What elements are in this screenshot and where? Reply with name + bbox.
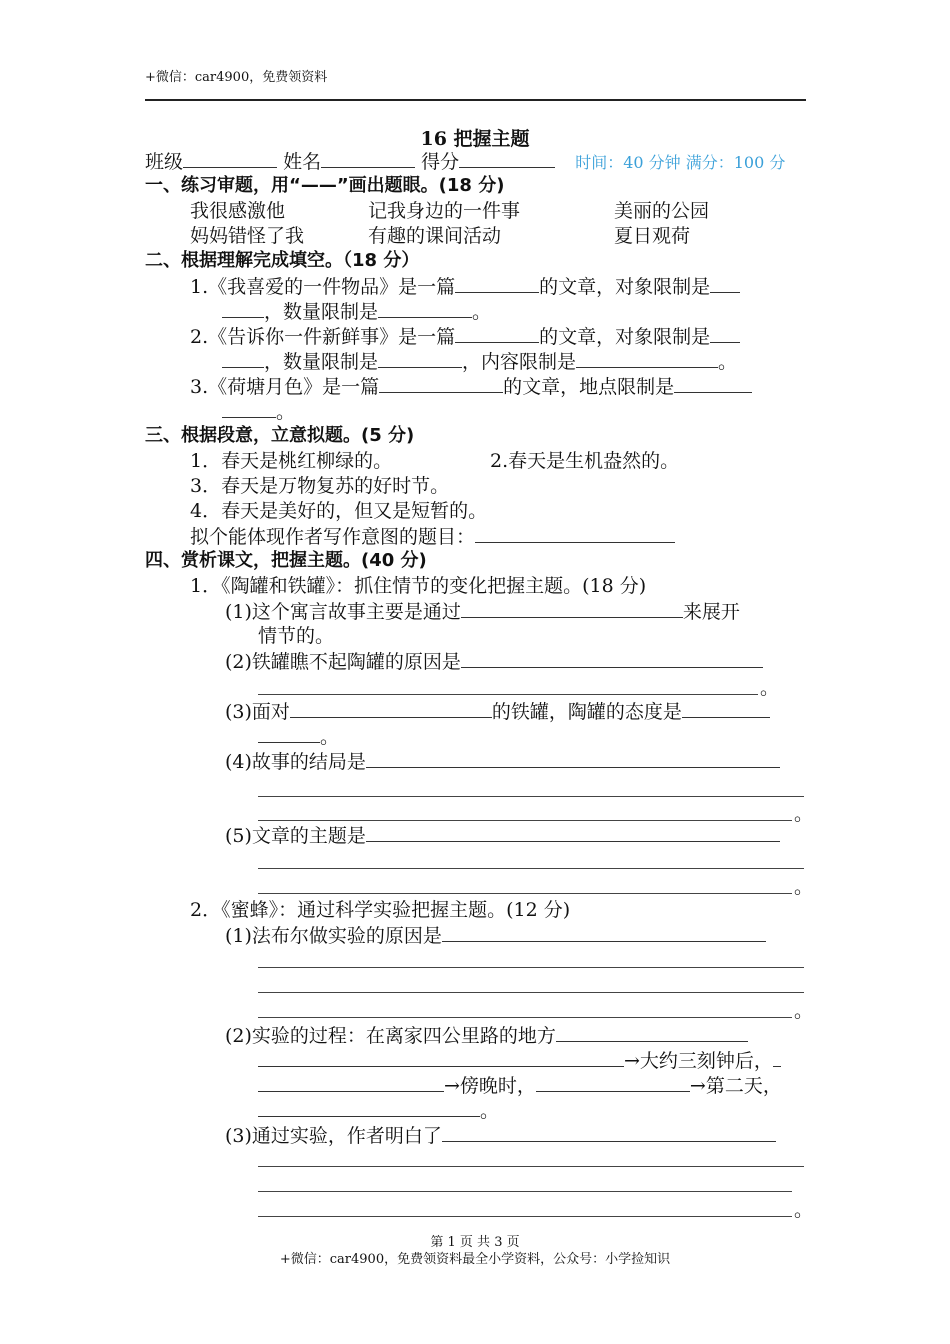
score-label: 得分: [421, 151, 460, 173]
s4-q2-2-line1: (2)实验的过程：在离家四公里路的地方: [225, 1023, 748, 1048]
s4-q2-3-blank[interactable]: [442, 1123, 776, 1142]
section1-heading: 一、练习审题，用“——”画出题眼。(18 分): [145, 175, 505, 196]
s4-q1-1-line1: (1)这个寓言故事主要是通过 来展开: [225, 601, 740, 623]
s2-q2-blank2-cont[interactable]: [222, 349, 264, 368]
s2-q2-blank3[interactable]: [378, 349, 462, 368]
s4-q2-1-line1: (1)法布尔做实验的原因是: [225, 923, 766, 948]
s4-q1-3-line2: 。: [258, 724, 339, 749]
score-blank[interactable]: [459, 149, 555, 168]
s4-q1-2-line1: (2)铁罐瞧不起陶罐的原因是: [225, 649, 763, 674]
s2-q1-line1: 1.《我喜爱的一件物品》是一篇 的文章，对象限制是: [190, 274, 740, 299]
s4-q2-2-blank4[interactable]: [536, 1073, 690, 1092]
s1-item-5: 有趣的课间活动: [368, 225, 502, 247]
s3-point-3: 3．春天是万物复苏的好时节。: [190, 475, 450, 497]
s4-q1-4-end: 。: [794, 803, 814, 825]
answer-line[interactable]: [258, 1216, 792, 1217]
footer-page-number: 第 1 页 共 3 页: [430, 1235, 520, 1250]
answer-line[interactable]: [258, 694, 758, 695]
answer-line[interactable]: [258, 893, 792, 894]
s2-q3-blank2[interactable]: [674, 374, 752, 393]
answer-line[interactable]: [258, 868, 804, 869]
answer-line[interactable]: [258, 1166, 804, 1167]
s4-q1-1-line2: 情节的。: [258, 625, 335, 647]
s4-q2-2-blank3-cont[interactable]: [258, 1073, 444, 1092]
s2-q3-line1: 3.《荷塘月色》是一篇 的文章，地点限制是: [190, 374, 752, 399]
s2-q2-blank4[interactable]: [576, 349, 718, 368]
time-note: 时间：40 分钟 满分：100 分: [575, 153, 786, 172]
header-wechat-note: +微信：car4900，免费领资料: [145, 70, 328, 85]
s2-q2-blank2[interactable]: [710, 324, 740, 343]
s4-q2-2-blank3[interactable]: [773, 1048, 781, 1067]
s4-q2-2-line4: 。: [258, 1098, 499, 1123]
s2-q1-blank2[interactable]: [710, 274, 740, 293]
header-rule: [145, 99, 806, 101]
class-label: 班级: [145, 151, 184, 173]
s4-q1-5-line1: (5)文章的主题是: [225, 823, 780, 848]
s1-item-6: 夏日观荷: [614, 225, 691, 247]
s2-q2-line1: 2.《告诉你一件新鲜事》是一篇 的文章，对象限制是: [190, 324, 740, 349]
s2-q1-blank3[interactable]: [378, 299, 472, 318]
s2-q3-line2: 。: [222, 399, 295, 424]
s4-q1-3-blank2[interactable]: [682, 699, 770, 718]
s4-q1-2-blank[interactable]: [461, 649, 763, 668]
s2-q2-blank1[interactable]: [455, 324, 539, 343]
s3-point-2: 2.春天是生机盎然的。: [490, 450, 680, 472]
s2-q1-blank1[interactable]: [455, 274, 539, 293]
s4-q2-3-line1: (3)通过实验，作者明白了: [225, 1123, 776, 1148]
answer-line[interactable]: [258, 1191, 792, 1192]
s4-q1-title: 1．《陶罐和铁罐》：抓住情节的变化把握主题。(18 分): [190, 575, 647, 597]
page-title: 16 把握主题: [420, 128, 530, 150]
s4-q2-2-blank5[interactable]: [258, 1098, 480, 1117]
answer-line[interactable]: [258, 1017, 792, 1018]
s4-q1-3-line1: (3)面对 的铁罐，陶罐的态度是: [225, 699, 770, 724]
answer-line[interactable]: [258, 796, 804, 797]
answer-line[interactable]: [258, 967, 804, 968]
s4-q1-4-blank[interactable]: [366, 749, 780, 768]
s2-q3-blank1[interactable]: [379, 374, 503, 393]
name-label: 姓名: [283, 151, 322, 173]
s1-item-4: 妈妈错怪了我: [190, 225, 305, 247]
info-line: [145, 149, 785, 175]
section3-heading: 三、根据段意，立意拟题。(5 分): [145, 425, 415, 446]
s3-prompt-line: 拟个能体现作者写作意图的题目：: [190, 524, 675, 549]
s2-q3-blank2-cont[interactable]: [222, 399, 276, 418]
footer-wechat-note: +微信：car4900，免费领资料最全小学资料，公众号：小学捡知识: [279, 1252, 671, 1267]
answer-line[interactable]: [258, 820, 792, 821]
s4-q1-5-end: 。: [794, 876, 814, 898]
s4-q2-2-line2: →大约三刻钟后，: [258, 1048, 781, 1073]
s4-q2-2-blank1[interactable]: [556, 1023, 748, 1042]
s4-q2-1-end: 。: [794, 1000, 814, 1022]
class-blank[interactable]: [183, 149, 277, 168]
name-blank[interactable]: [321, 149, 415, 168]
s4-q1-1-blank[interactable]: [461, 599, 683, 618]
s1-item-2: 记我身边的一件事: [368, 200, 521, 222]
section2-heading: 二、根据理解完成填空。（18 分）: [145, 250, 420, 271]
s2-q1-blank2-cont[interactable]: [222, 299, 264, 318]
s4-q1-5-blank[interactable]: [366, 823, 780, 842]
s4-q2-title: 2．《蜜蜂》：通过科学实验把握主题。(12 分): [190, 899, 571, 921]
s3-point-4: 4．春天是美好的，但又是短暂的。: [190, 500, 488, 522]
answer-line[interactable]: [258, 992, 804, 993]
s4-q2-2-line3: →傍晚时， →第二天，: [258, 1073, 782, 1098]
s4-q2-2-blank2[interactable]: [258, 1048, 624, 1067]
s3-title-blank[interactable]: [475, 524, 675, 543]
s4-q1-3-blank1[interactable]: [290, 699, 492, 718]
s1-item-3: 美丽的公园: [614, 200, 710, 222]
s1-item-1: 我很感激他: [190, 200, 286, 222]
s2-q2-line2: ，数量限制是 ，内容限制是 。: [222, 349, 737, 374]
s4-q1-2-end: 。: [760, 677, 780, 699]
s4-q2-1-blank[interactable]: [442, 923, 766, 942]
s4-q2-3-end: 。: [794, 1199, 814, 1221]
s3-point-1: 1．春天是桃红柳绿的。: [190, 450, 393, 472]
s4-q1-3-blank2-cont[interactable]: [258, 724, 320, 743]
s2-q1-line2: ，数量限制是 。: [222, 299, 491, 324]
s4-q1-4-line1: (4)故事的结局是: [225, 749, 780, 774]
section4-heading: 四、赏析课文，把握主题。(40 分): [145, 550, 427, 571]
